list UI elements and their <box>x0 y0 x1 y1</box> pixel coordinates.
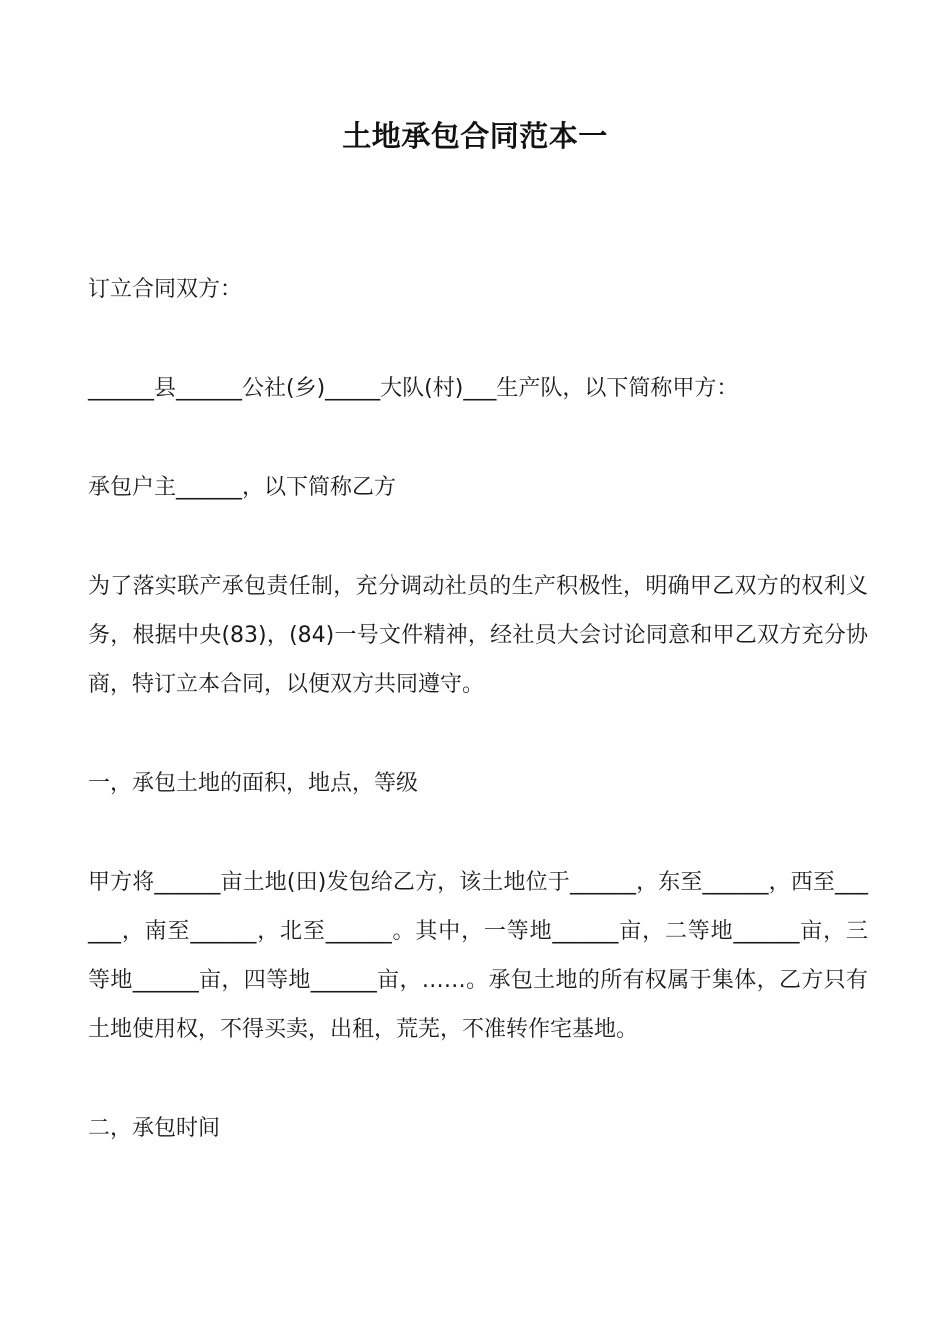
paragraph-preamble: 为了落实联产承包责任制，充分调动社员的生产积极性，明确甲乙双方的权利义务，根据中央(83)，(84)一号文件精神，经社员大会讨论同意和甲乙双方充分协商，特订立本合同，以便双方共同遵守。 <box>88 574 868 697</box>
paragraph-land-details: 甲方将______亩土地(田)发包给乙方，该土地位于______，东至______，西至______，南至______，北至______。其中，一等地______亩，二等地______亩，三等地______亩，四等地______亩，……。承包土地的所有权属于集体，乙方只有土地使用权，不得买卖，出租，荒芜，不准转作宅基地。 <box>88 870 868 1042</box>
document-body <box>88 265 868 1203</box>
section-heading-land: 一，承包土地的面积，地点，等级 <box>88 771 419 796</box>
section-heading-term: 二，承包时间 <box>88 1116 221 1141</box>
paragraph-parties-heading: 订立合同双方： <box>88 277 243 302</box>
document-title: 土地承包合同范本一 <box>342 119 608 153</box>
paragraph-party-b: 承包户主______，以下简称乙方 <box>88 475 397 500</box>
paragraph-party-a: ______县______公社(乡)_____大队(村)___生产队，以下简称甲方： <box>88 376 739 401</box>
